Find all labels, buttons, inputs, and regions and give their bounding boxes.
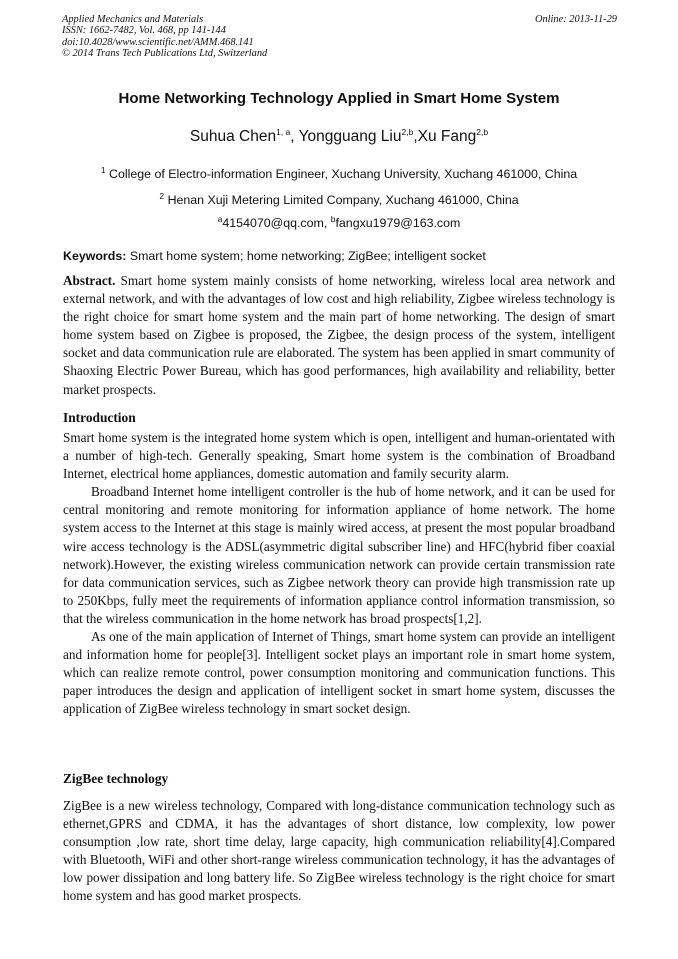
email-mark: a [217, 213, 223, 224]
author-affiliation-mark: 2,b [476, 126, 489, 137]
doi-line: doi:10.4028/www.scientific.net/AMM.468.141 [62, 36, 254, 48]
affiliation-text: College of Electro-information Engineer, Xuchang University, Xuchang 461000, China [109, 167, 578, 181]
keywords [63, 249, 615, 263]
abstract-label: Abstract. [63, 273, 116, 288]
affiliation-text: Henan Xuji Metering Limited Company, Xuchang 461000, China [167, 193, 519, 207]
email-address: 4154070@qq.com, [222, 216, 331, 230]
affiliation-2 [0, 190, 678, 207]
issn-line: ISSN: 1662-7482, Vol. 468, pp 141-144 [62, 25, 226, 37]
email-mark: b [330, 213, 336, 224]
paragraph: As one of the main application of Internet of Things, smart home system can provide an intelligent and information home for people[3]. Intelligent socket plays an important role in smart home system, which can realize remote control, power consumption monitoring and communication functions. This paper introduces the design and application of intelligent socket in smart home system, discusses the application of ZigBee wireless technology in smart socket design. [63, 629, 615, 717]
copyright-line: © 2014 Trans Tech Publications Ltd, Switzerland [62, 48, 268, 60]
author-separator: , [413, 128, 418, 145]
author-affiliation-mark: 2,b [401, 126, 414, 137]
abstract [63, 272, 615, 399]
zigbee-body [63, 797, 615, 906]
affiliation-number: 1 [100, 164, 106, 175]
keywords-text: Smart home system; home networking; ZigBee; intelligent socket [129, 249, 486, 263]
journal-name: Applied Mechanics and Materials [62, 14, 204, 25]
author-name: Xu Fang [417, 128, 477, 145]
section-heading-zigbee: ZigBee technology [63, 771, 169, 786]
online-date: Online: 2013-11-29 [534, 14, 617, 25]
keywords-label: Keywords: [63, 249, 127, 263]
paragraph: ZigBee is a new wireless technology, Compared with long-distance communication technology such as ethernet,GPRS and CDMA, it has the advantages of short distance, low complexity, low power consumption ,low rate, short time delay, large capacity, high communication reliability[4].Compared with Bluetooth, WiFi and other short-range wireless communication technology, it has the advantages of low power dissipation and long battery life. So ZigBee wireless technology is the right choice for smart home system and has good market prospects. [63, 798, 615, 904]
email-line [0, 213, 678, 230]
author-separator: , [290, 128, 299, 145]
journal-header [62, 14, 617, 60]
email-address: fangxu1979@163.com [335, 216, 461, 230]
author-name: Yongguang Liu [298, 128, 402, 145]
section-heading-introduction: Introduction [63, 410, 136, 425]
paragraph: Smart home system is the integrated home system which is open, intelligent and human-orientated with a number of high-tech. Generally speaking, Smart home system is the combination of Broadband Internet, electrical home appliances, domestic automation and family security alarm. [63, 430, 615, 482]
author-list [0, 128, 678, 146]
affiliation-number: 2 [159, 190, 165, 201]
paragraph: Broadband Internet home intelligent controller is the hub of home network, and it can be used for central monitoring and remote monitoring for information appliance of home network. The home system access to the Internet at this stage is mainly wired access, at present the most popular broadband wire access technology is the ADSL(asymmetric digital subscriber line) and HFC(hybrid fiber coaxial network).However, the existing wireless communication network can provide certain transmission rate for data communication services, such as Zigbee network theory can provide high transmission rate up to 250Kbps, fully meet the requirements of information appliance control information transmission, so that the wireless communication in the home network has broad prospects[1,2]. [63, 484, 615, 626]
author-affiliation-mark: 1, a [276, 126, 291, 137]
abstract-text: Smart home system mainly consists of home networking, wireless local area network and external network, and with the advantages of low cost and high reliability, Zigbee wireless technology is the right choice for smart home system and the main part of home networking. The design of smart home system based on Zigbee is proposed, the Zigbee, the design process of the system, intelligent socket and data communication rule are elaborated. The system has been applied in smart community of Shaoxing Electric Power Bureau, which has good performances, high availability and reliability, better market prospects. [63, 273, 616, 397]
paper-title: Home Networking Technology Applied in Smart Home System [118, 90, 560, 107]
affiliation-1 [0, 164, 678, 181]
author-name: Suhua Chen [189, 128, 277, 145]
introduction-body [63, 429, 615, 719]
